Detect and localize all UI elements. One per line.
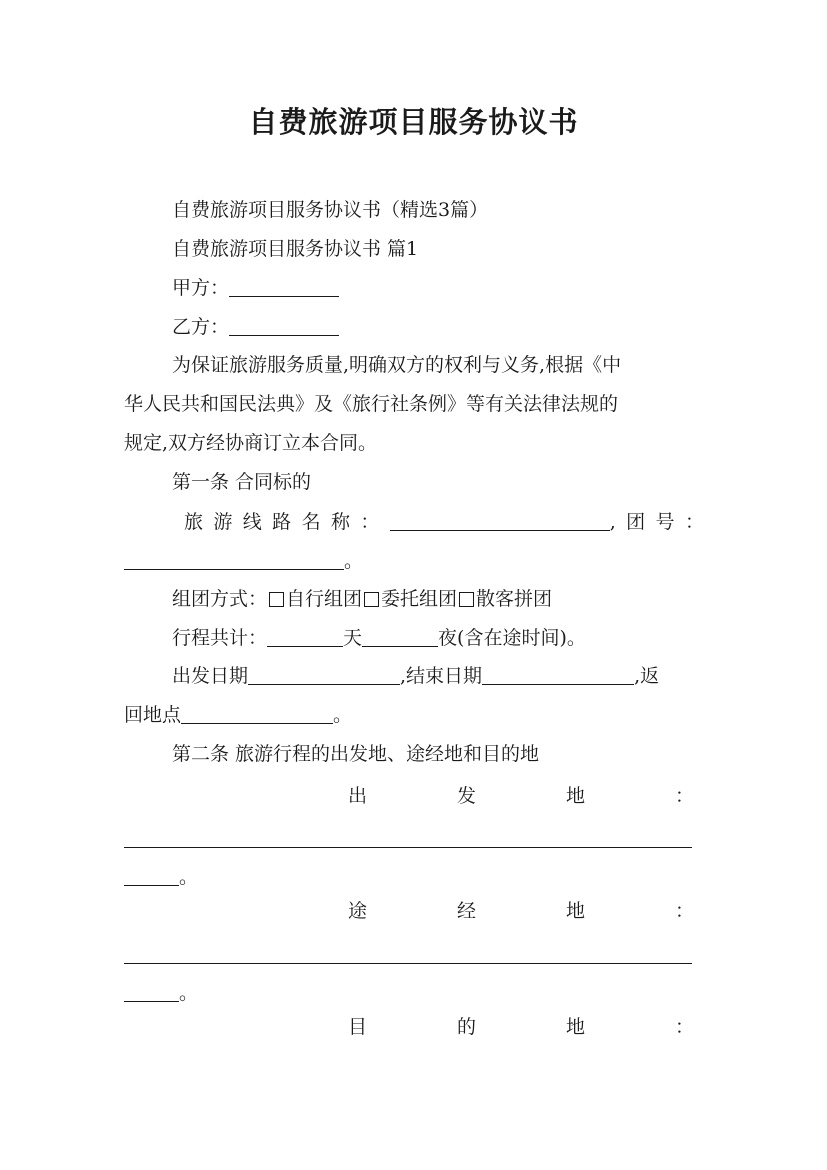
return-place-line [124,696,704,734]
return-place-blank [181,722,333,724]
itinerary-line [172,619,704,657]
departure-label-line [348,777,694,815]
end-date-label: ,结束日期 [400,665,483,687]
party-a-blank [229,295,339,297]
checkbox-pooled[interactable] [459,592,474,607]
group-mode-line [172,580,704,618]
nights-blank [362,645,438,647]
transit-char: 经 [456,900,476,922]
route-label-char: 名 [301,511,321,533]
option-pooled: 散客拼团 [476,588,553,610]
checkbox-self-organized[interactable] [269,592,284,607]
day-label: 天 [343,627,363,649]
part1-heading: 自费旅游项目服务协议书 篇1 [172,238,419,260]
party-b-label: 乙方： [172,316,230,338]
article-1-heading: 第一条 合同标的 [172,471,312,493]
group-number-line [124,542,704,580]
transit-blank-end [124,1000,179,1002]
option-entrusted: 委托组团 [381,588,458,610]
departure-blank [124,846,692,848]
itinerary-label: 行程共计： [172,627,268,649]
period: 。 [179,866,199,888]
route-name-field [390,503,616,541]
route-label-char: 游 [213,511,233,533]
route-label-char: 旅 [184,511,204,533]
article-2-heading: 第二条 旅游行程的出发地、途经地和目的地 [172,743,540,765]
destination-label-line [348,1008,694,1046]
transit-blank-line [124,936,704,974]
route-name-line [184,503,704,541]
route-separator: , [609,511,616,533]
party-b-blank [229,334,339,336]
group-number-blank [124,568,344,570]
transit-blank [124,962,692,964]
depart-date-label: 出发日期 [172,665,249,687]
intro-line-3: 规定,双方经协商订立本合同。 [124,432,378,454]
group-mode-label: 组团方式： [172,588,268,610]
option-self-organized: 自行组团 [286,588,363,610]
night-label: 夜(含在途时间)。 [438,627,586,649]
group-label-char: 号 [655,511,675,533]
return-label-head: 回地点 [124,704,182,726]
period: 。 [344,550,364,572]
route-label-char: 线 [242,511,262,533]
departure-char: 地 [565,785,585,807]
party-a-line [172,269,704,307]
transit-char: ： [674,900,694,922]
route-label-char: 路 [272,511,292,533]
destination-char: ： [674,1016,694,1038]
departure-char: 出 [348,785,368,807]
departure-blank-line [124,820,704,858]
departure-blank-tail [124,858,704,896]
period: 。 [333,704,353,726]
document-title: 自费旅游项目服务协议书 [248,105,579,139]
party-b-line [172,308,704,346]
route-label-char: ： [360,511,380,533]
end-date-blank [482,683,634,685]
destination-char: 地 [565,1016,585,1038]
intro-line-1: 为保证旅游服务质量,明确双方的权利与义务,根据《中 [172,354,622,376]
route-label-char: 称 [330,511,350,533]
transit-char: 地 [565,900,585,922]
transit-blank-tail [124,974,704,1012]
days-blank [267,645,343,647]
intro-line-2: 华人民共和国民法典》及《旅行社条例》等有关法律法规的 [124,393,619,415]
dates-line [172,657,704,695]
departure-blank-end [124,884,179,886]
group-label-char: 团 [626,511,646,533]
return-label-tail: ,返 [634,665,660,687]
document-subtitle: 自费旅游项目服务协议书（精选3篇） [172,199,489,221]
period: 。 [179,982,199,1004]
destination-char: 的 [456,1016,476,1038]
transit-label-line [348,892,694,930]
group-label-char: ： [684,511,704,533]
destination-char: 目 [348,1016,368,1038]
departure-char: 发 [456,785,476,807]
party-a-label: 甲方： [172,277,230,299]
checkbox-entrusted[interactable] [364,592,379,607]
route-name-blank [390,529,610,531]
depart-date-blank [248,683,400,685]
transit-char: 途 [348,900,368,922]
departure-char: ： [674,785,694,807]
